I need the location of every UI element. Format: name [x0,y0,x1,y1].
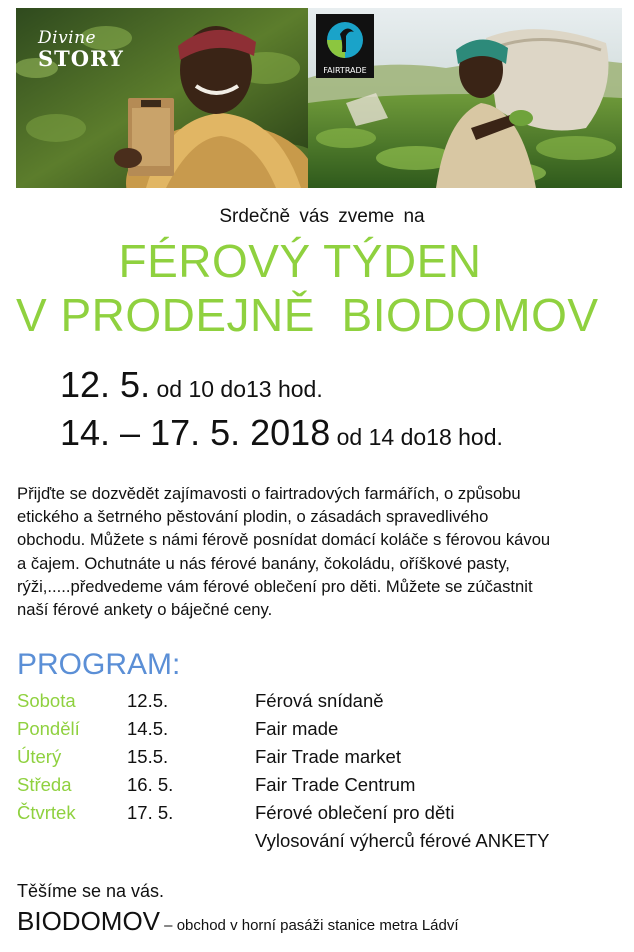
date-line [60,412,503,454]
event-title-line2: V PRODEJNĚ BIODOMOV [16,289,599,341]
divine-logo-line2: STORY [38,46,124,71]
divine-logo-line1: Divine [38,28,97,48]
date-line [60,364,323,406]
closing-line: Těšíme se na vás. [17,881,165,901]
program-day: Čtvrtek [17,802,76,823]
program-day: Středa [17,774,72,795]
program-event: Fair Trade market [255,746,401,767]
fairtrade-label: FAIRTRADE [323,66,367,75]
hero-banner [16,8,622,188]
event-title-line1: FÉROVÝ TÝDEN [118,235,482,287]
program-heading: PROGRAM: [17,648,181,681]
program-event: Fair made [255,718,339,739]
program-day: Pondělí [17,718,80,739]
date-main: 12. 5. [60,364,151,405]
invitation-line: Srdečně vás zveme na [219,206,425,227]
program-event: Fair Trade Centrum [255,774,416,795]
program-date: 16. 5. [127,774,174,795]
fairtrade-logo [316,14,374,78]
date-main: 14. – 17. 5. 2018 [60,412,331,453]
program-event: Vylosování výherců férové ANKETY [255,830,550,851]
store-location: – obchod v horní pasáži stanice metra Ládví [160,917,459,934]
store-name: BIODOMOV [17,906,161,936]
footer-line [17,906,459,937]
program-event: Férové oblečení pro děti [255,802,455,823]
program-date: 14.5. [127,718,169,739]
date-hours: od 10 do13 hod. [150,376,323,402]
intro-paragraph: Přijďte se dozvědět zajímavosti o fairtradových farmářích, o způsobu etického a šetrného pěstování plodin, o zásadách spravedlivého obchodu. Můžete s námi férově posnídat domácí koláče s férovou kávou a čajem. Ochutnáte u nás férové banány, čokoládu, oříškové pasty, rýži,.....předvedeme vám férové oblečení pro děti. Můžete se zúčastnit naší férové ankety o báječné ceny. [17,484,551,620]
program-event: Férová snídaně [255,690,384,711]
date-hours: od 14 do18 hod. [330,424,503,450]
program-date: 15.5. [127,746,169,767]
program-date: 12.5. [127,690,169,711]
program-day: Úterý [17,746,62,767]
fairtrade-mark-icon [316,14,374,64]
program-day: Sobota [17,690,76,711]
program-date: 17. 5. [127,802,174,823]
